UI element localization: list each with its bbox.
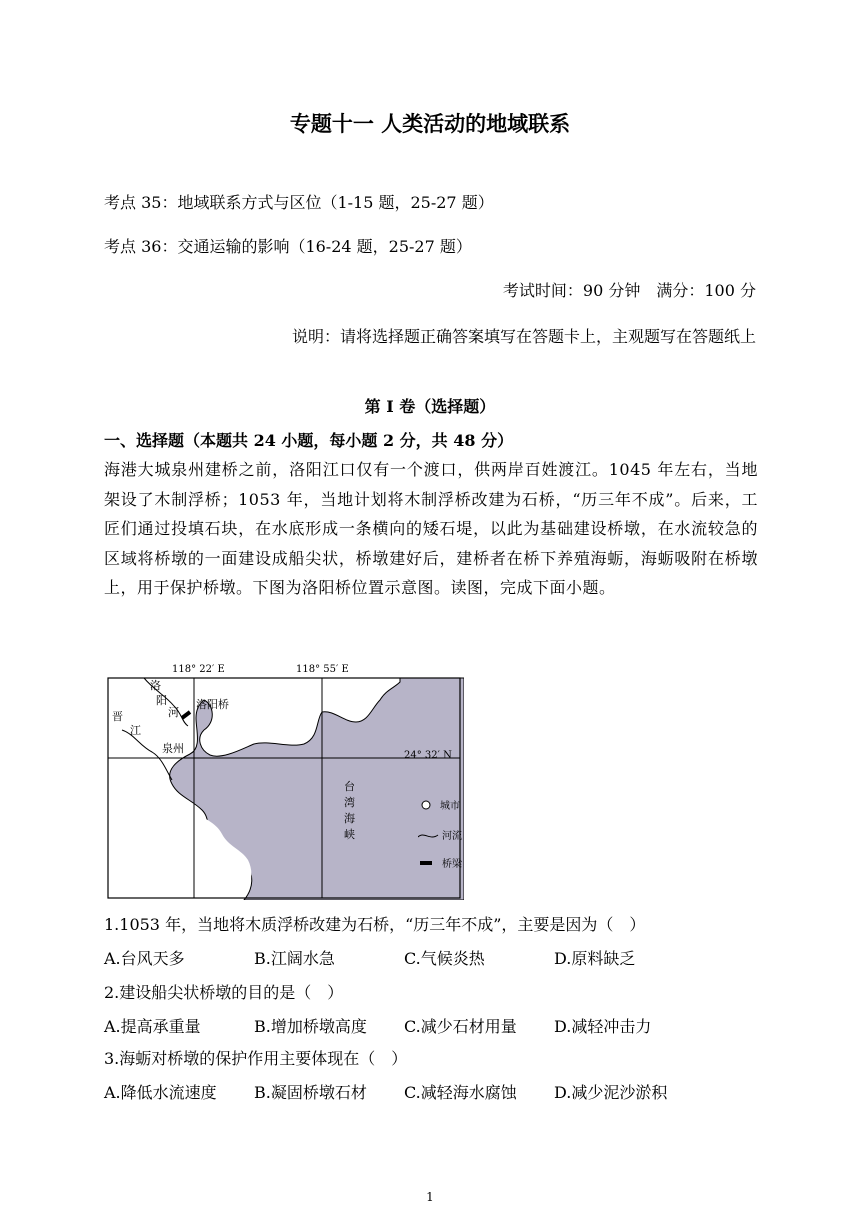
strait-wan: 湾: [344, 796, 355, 809]
kaodian-36: 考点 36：交通运输的影响（16-24 题，25-27 题）: [104, 237, 472, 256]
q3-option-a[interactable]: A.降低水流速度: [104, 1083, 217, 1102]
luoyang-bridge-map: [104, 660, 464, 900]
section-title: 一、选择题（本题共 24 小题，每小题 2 分，共 48 分）: [104, 431, 514, 450]
jin-label: 晋: [112, 710, 123, 723]
city-icon: [422, 801, 430, 809]
bridge-symbol: [182, 712, 190, 718]
kaodian-35: 考点 35：地域联系方式与区位（1-15 题，25-27 题）: [104, 193, 494, 212]
q1-option-c[interactable]: C.气候炎热: [404, 949, 485, 968]
q2-option-c[interactable]: C.减少石材用量: [404, 1017, 517, 1036]
bridge-label: 洛阳桥: [196, 698, 229, 711]
page-title: 专题十一 人类活动的地域联系: [289, 112, 571, 136]
lon2-label: 118° 55′ E: [296, 664, 349, 675]
bridge-icon: [420, 861, 432, 865]
q3-option-b[interactable]: B.凝固桥墩石材: [254, 1083, 367, 1102]
strait-xia: 峡: [344, 828, 355, 841]
he-label: 河: [168, 706, 179, 719]
passage: 海港大城泉州建桥之前，洛阳江口仅有一个渡口，供两岸百姓渡江。1045 年左右，当地架设了木制浮桥；1053 年，当地计划将木制浮桥改建为石桥，“历三年不成”。后来，工匠们通过投填石块，在水底形成一条横向的矮石堤，以此为基础建设桥墩，在水流较急的区域将桥墩的一面建设成船尖状，桥墩建好后，建桥者在桥下养殖海蛎，海蛎吸附在桥墩上，用于保护桥墩。下图为洛阳桥位置示意图。读图，完成下面小题。: [104, 460, 758, 598]
lon1-label: 118° 22′ E: [172, 664, 225, 675]
quanzhou-label: 泉州: [162, 742, 184, 755]
q2-option-b[interactable]: B.增加桥墩高度: [254, 1017, 367, 1036]
instruction: 说明：请将选择题正确答案填写在答题卡上，主观题写在答题纸上: [291, 327, 756, 346]
question-1: 1.1053 年，当地将木质浮桥改建为石桥，“历三年不成”，主要是因为（ ）: [104, 915, 646, 934]
jinjiang-river: [122, 730, 172, 780]
question-1-options: [104, 946, 704, 969]
q1-option-d[interactable]: D.原料缺乏: [554, 949, 636, 968]
question-3: 3.海蛎对桥墩的保护作用主要体现在（ ）: [104, 1049, 408, 1068]
q3-option-c[interactable]: C.减轻海水腐蚀: [404, 1083, 517, 1102]
question-2-options: [104, 1014, 704, 1037]
q3-option-d[interactable]: D.减少泥沙淤积: [554, 1083, 668, 1102]
q1-option-a[interactable]: A.台风天多: [104, 949, 185, 968]
legend-bridge: 桥梁: [442, 859, 462, 870]
legend-city: 城市: [440, 801, 460, 812]
exam-info: 考试时间：90 分钟 满分：100 分: [502, 281, 756, 300]
river-icon: [418, 835, 438, 837]
jiang-label: 江: [130, 724, 141, 737]
yang-label: 阳: [156, 694, 167, 707]
lat-label: 24° 32′ N: [404, 750, 452, 761]
legend-river: 河流: [442, 831, 462, 842]
q2-option-d[interactable]: D.减轻冲击力: [554, 1017, 652, 1036]
map-legend: [418, 795, 498, 895]
q2-option-a[interactable]: A.提高承重量: [104, 1017, 201, 1036]
q1-option-b[interactable]: B.江阔水急: [254, 949, 335, 968]
question-2: 2.建设船尖状桥墩的目的是（ ）: [104, 983, 344, 1002]
question-3-options: [104, 1080, 704, 1103]
strait-tai: 台: [344, 780, 355, 793]
strait-hai: 海: [344, 812, 355, 825]
luo-label: 洛: [150, 679, 161, 692]
part-title: 第 I 卷（选择题）: [364, 397, 496, 416]
page-number: 1: [426, 1190, 434, 1204]
map-svg: [104, 660, 464, 900]
